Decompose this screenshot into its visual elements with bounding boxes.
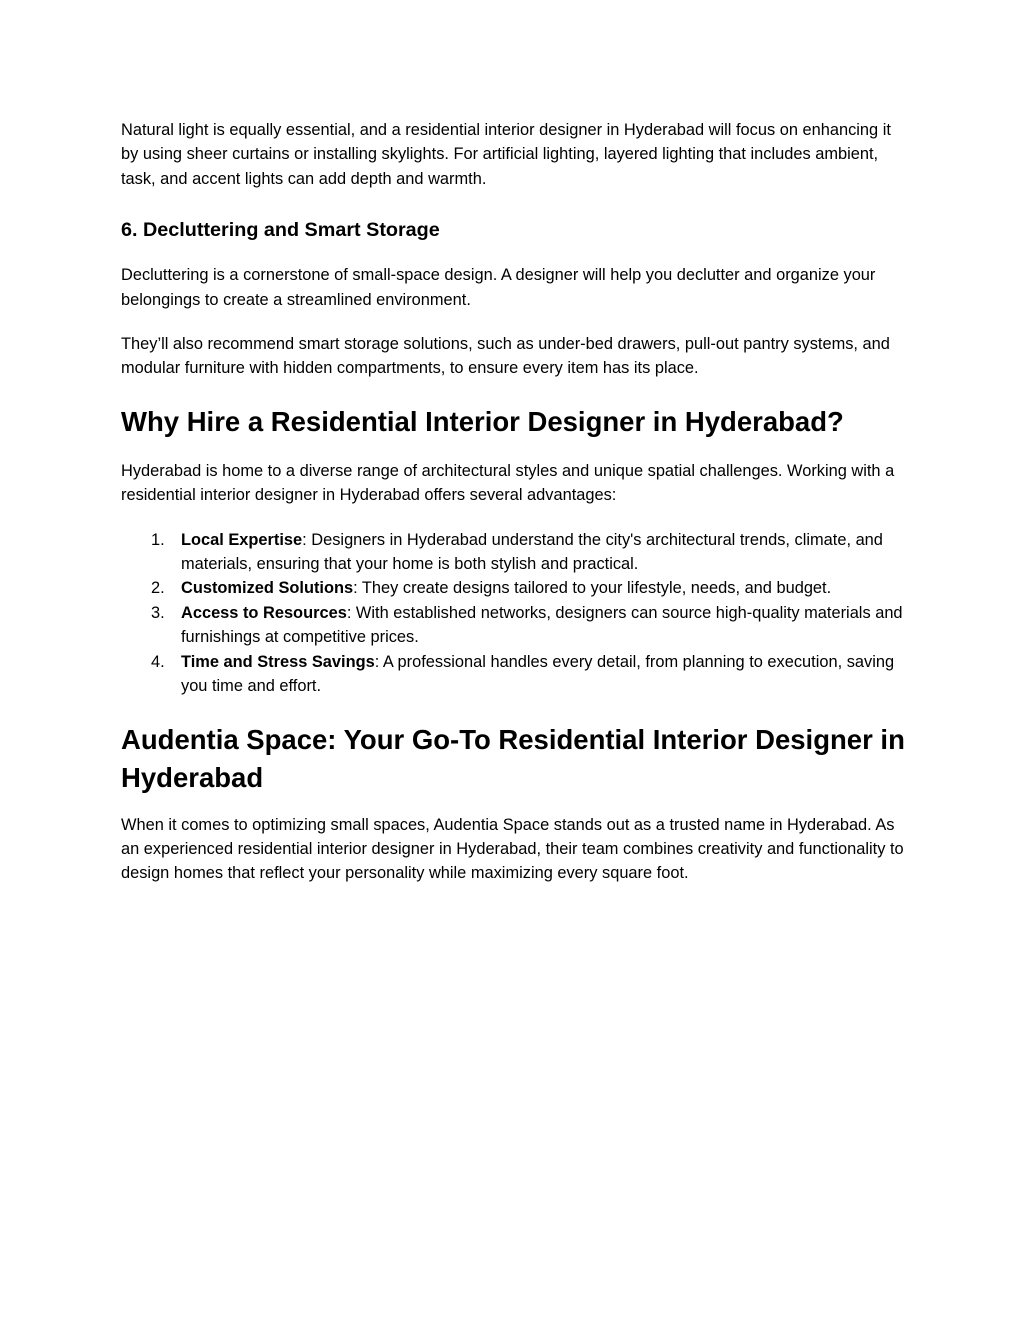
list-item-text: : With established networks, designers can source high-quality materials and furnishings at competitive prices.: [181, 603, 903, 647]
list-number: 2.: [151, 579, 165, 598]
list-item-text: : A professional handles every detail, from planning to execution, saving you time and effort.: [181, 652, 895, 696]
section-6-paragraph-2: They’ll also recommend smart storage solutions, such as under-bed drawers, pull-out pantry systems, and modular furniture with hidden compartments, to ensure every item has its place.: [121, 335, 890, 378]
section-6-heading: 6. Decluttering and Smart Storage: [121, 219, 440, 242]
list-item-title: Local Expertise: [181, 530, 303, 549]
list-number: 4.: [151, 652, 165, 671]
list-item-text: : They create designs tailored to your lifestyle, needs, and budget.: [353, 579, 832, 598]
list-number: 1.: [151, 530, 165, 549]
advantages-list: [121, 528, 911, 699]
intro-paragraph: Natural light is equally essential, and a residential interior designer in Hyderabad will focus on enhancing it by using sheer curtains or installing skylights. For artificial lighting, layered lighting that includes ambient, task, and accent lights can add depth and warmth.: [121, 121, 891, 188]
audentia-heading: Audentia Space: Your Go-To Residential Interior Designer in Hyderabad: [121, 723, 905, 793]
list-item: [121, 576, 911, 600]
list-number: 3.: [151, 603, 165, 622]
list-item: [121, 528, 911, 577]
list-item: [121, 601, 911, 650]
why-hire-heading: Why Hire a Residential Interior Designer in Hyderabad?: [121, 405, 844, 437]
document-page: [121, 118, 911, 886]
list-item: [121, 650, 911, 699]
list-item-title: Access to Resources: [181, 603, 347, 622]
section-6-paragraph-1: Decluttering is a cornerstone of small-space design. A designer will help you declutter and organize your belongings to create a streamlined environment.: [121, 266, 876, 309]
list-item-title: Customized Solutions: [181, 579, 354, 598]
why-hire-paragraph: Hyderabad is home to a diverse range of architectural styles and unique spatial challenges. Working with a residential interior designer in Hyderabad offers several advantages:: [121, 461, 895, 505]
list-item-title: Time and Stress Savings: [181, 652, 375, 671]
audentia-paragraph: When it comes to optimizing small spaces, Audentia Space stands out as a trusted name in Hyderabad. As an experienced residential interior designer in Hyderabad, their team combines creativity and functionality to design homes that reflect your personality while maximizing every square foot.: [121, 815, 904, 883]
list-item-text: : Designers in Hyderabad understand the city's architectural trends, climate, and materials, ensuring that your home is both stylish and practical.: [181, 530, 883, 574]
